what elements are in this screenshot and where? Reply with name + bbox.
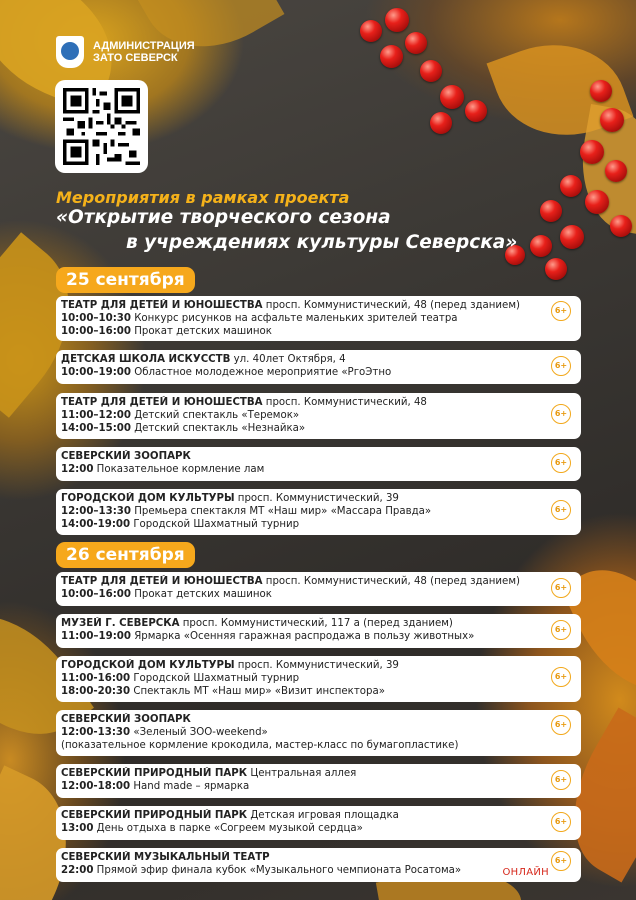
venue-address: ул. 40лет Октября, 4 <box>230 354 346 365</box>
event-location <box>61 767 541 780</box>
event-time: 18:00-20:30 <box>61 686 131 697</box>
event-card <box>56 656 581 702</box>
event-card <box>56 393 581 439</box>
event-description: Прямой эфир финала кубок «Музыкального чемпионата Росатома» <box>93 865 462 876</box>
city-emblem-icon <box>56 36 84 68</box>
event-item <box>61 685 541 698</box>
event-description: Детский спектакль «Теремок» <box>130 410 300 421</box>
event-card <box>56 848 581 882</box>
event-item <box>61 672 541 685</box>
venue-address: просп. Коммунистический, 48 (перед зданием) <box>262 576 520 587</box>
event-item <box>61 463 541 476</box>
event-time: 11:00-16:00 <box>61 673 131 684</box>
venue-name: СЕВЕРСКИЙ ЗООПАРК <box>61 714 191 725</box>
venue-name: ГОРОДСКОЙ ДОМ КУЛЬТУРЫ <box>61 660 235 671</box>
event-time: 22:00 <box>61 865 94 876</box>
event-card <box>56 710 581 756</box>
event-item <box>61 325 541 338</box>
event-location <box>61 851 541 864</box>
event-item <box>61 864 541 877</box>
event-time: 13:00 <box>61 823 94 834</box>
organization-name <box>93 40 195 64</box>
rowan-berry-decoration <box>360 20 382 42</box>
event-item <box>61 588 541 601</box>
event-description: Прокат детских машинок <box>130 326 272 337</box>
event-location <box>61 353 541 366</box>
event-description: Премьера спектакля МТ «Наш мир» «Массара Правда» <box>130 506 432 517</box>
event-description: Показательное кормление лам <box>93 464 265 475</box>
age-rating-badge: 6+ <box>551 404 571 424</box>
event-time: 11:00–19:00 <box>61 631 131 642</box>
event-time: 14:00–15:00 <box>61 423 131 434</box>
event-card <box>56 489 581 535</box>
event-location <box>61 713 541 726</box>
event-item <box>61 780 541 793</box>
event-card <box>56 572 581 606</box>
event-time: 12:00-13:30 <box>61 727 131 738</box>
event-time: 12:00 <box>61 464 94 475</box>
venue-name: СЕВЕРСКИЙ ПРИРОДНЫЙ ПАРК <box>61 768 248 779</box>
event-time: 10:00–16:00 <box>61 326 131 337</box>
title-subheading: Мероприятия в рамках проекта <box>56 188 350 207</box>
rowan-berry-decoration <box>610 215 632 237</box>
venue-address: Центральная аллея <box>247 768 357 779</box>
age-rating-badge: 6+ <box>551 667 571 687</box>
event-time: 14:00-19:00 <box>61 519 131 530</box>
event-item <box>61 422 541 435</box>
event-location <box>61 809 541 822</box>
venue-name: СЕВЕРСКИЙ ЗООПАРК <box>61 451 191 462</box>
administration-logo <box>56 36 195 68</box>
event-time: 10:00–19:00 <box>61 367 131 378</box>
age-rating-badge: 6+ <box>551 500 571 520</box>
day-heading: 26 сентября <box>56 542 195 568</box>
event-description: «Зеленый ЗОО-weekend» <box>130 727 268 738</box>
rowan-berry-decoration <box>430 112 452 134</box>
event-location <box>61 659 541 672</box>
event-time: 10:00–16:00 <box>61 589 131 600</box>
age-rating-badge: 6+ <box>551 770 571 790</box>
event-location <box>61 299 541 312</box>
organization-name-line1: АДМИНИСТРАЦИЯ <box>93 40 195 52</box>
event-description: Ярмарка «Осенняя гаражная распродажа в пользу животных» <box>130 631 475 642</box>
event-description: Городской Шахматный турнир <box>130 673 300 684</box>
event-item <box>61 409 541 422</box>
event-description: Hand made – ярмарка <box>130 781 250 792</box>
event-card <box>56 614 581 648</box>
age-rating-badge: 6+ <box>551 453 571 473</box>
venue-name: СЕВЕРСКИЙ МУЗЫКАЛЬНЫЙ ТЕАТР <box>61 852 270 863</box>
online-label: ОНЛАЙН <box>502 867 549 878</box>
event-description: Прокат детских машинок <box>130 589 272 600</box>
venue-name: СЕВЕРСКИЙ ПРИРОДНЫЙ ПАРК <box>61 810 248 821</box>
event-item <box>61 366 541 379</box>
event-time: 10:00–10:30 <box>61 313 131 324</box>
rowan-berry-decoration <box>465 100 487 122</box>
day-heading: 25 сентября <box>56 267 195 293</box>
rowan-berry-decoration <box>580 140 604 164</box>
organization-name-line2: ЗАТО СЕВЕРСК <box>93 52 178 64</box>
rowan-berry-decoration <box>560 225 584 249</box>
rowan-berry-decoration <box>560 175 582 197</box>
rowan-berry-decoration <box>600 108 624 132</box>
event-location <box>61 396 541 409</box>
age-rating-badge: 6+ <box>551 578 571 598</box>
venue-address: просп. Коммунистический, 39 <box>234 660 399 671</box>
venue-name: ТЕАТР ДЛЯ ДЕТЕЙ И ЮНОШЕСТВА <box>61 397 263 408</box>
event-description: Спектакль МТ «Наш мир» «Визит инспектора» <box>130 686 385 697</box>
event-card <box>56 296 581 341</box>
event-description: Детский спектакль «Незнайка» <box>130 423 306 434</box>
venue-address: просп. Коммунистический, 117 а (перед зданием) <box>179 618 453 629</box>
event-description: Конкурс рисунков на асфальте маленьких зрителей театра <box>130 313 458 324</box>
event-card <box>56 806 581 840</box>
title-project-name-line2: в учреждениях культуры Северска» <box>126 232 518 253</box>
event-item <box>61 739 541 752</box>
event-item <box>61 822 541 835</box>
age-rating-badge: 6+ <box>551 812 571 832</box>
venue-name: МУЗЕЙ Г. СЕВЕРСКА <box>61 618 180 629</box>
rowan-berry-decoration <box>380 45 403 68</box>
venue-address: просп. Коммунистический, 48 (перед зданием) <box>262 300 520 311</box>
event-item <box>61 505 541 518</box>
rowan-berry-decoration <box>405 32 427 54</box>
venue-address: Детская игровая площадка <box>247 810 399 821</box>
event-time: 12:00–13:30 <box>61 506 131 517</box>
event-location <box>61 617 541 630</box>
venue-name: ТЕАТР ДЛЯ ДЕТЕЙ И ЮНОШЕСТВА <box>61 576 263 587</box>
age-rating-badge: 6+ <box>551 356 571 376</box>
event-description: День отдыха в парке «Согреем музыкой сердца» <box>93 823 363 834</box>
age-rating-badge: 6+ <box>551 715 571 735</box>
rowan-berry-decoration <box>530 235 552 257</box>
qr-code-icon[interactable] <box>55 80 148 173</box>
rowan-berry-decoration <box>540 200 562 222</box>
event-card <box>56 764 581 798</box>
event-item <box>61 630 541 643</box>
venue-name: ДЕТСКАЯ ШКОЛА ИСКУССТВ <box>61 354 231 365</box>
event-description: Городской Шахматный турнир <box>130 519 300 530</box>
event-location <box>61 492 541 505</box>
rowan-berry-decoration <box>385 8 409 32</box>
event-card <box>56 447 581 481</box>
event-location <box>61 450 541 463</box>
event-card <box>56 350 581 384</box>
age-rating-badge: 6+ <box>551 301 571 321</box>
event-item <box>61 726 541 739</box>
event-time: 11:00–12:00 <box>61 410 131 421</box>
title-project-name-line1: «Открытие творческого сезона <box>56 207 391 228</box>
rowan-berry-decoration <box>440 85 464 109</box>
event-location <box>61 575 541 588</box>
event-time: 12:00-18:00 <box>61 781 131 792</box>
age-rating-badge: 6+ <box>551 620 571 640</box>
rowan-berry-decoration <box>605 160 627 182</box>
event-item <box>61 312 541 325</box>
venue-address: просп. Коммунистический, 48 <box>262 397 427 408</box>
venue-name: ГОРОДСКОЙ ДОМ КУЛЬТУРЫ <box>61 493 235 504</box>
rowan-berry-decoration <box>585 190 609 214</box>
rowan-berry-decoration <box>420 60 442 82</box>
age-rating-badge: 6+ <box>551 851 571 871</box>
event-description: Областное молодежное мероприятие «PгоЭтно <box>130 367 392 378</box>
rowan-berry-decoration <box>545 258 567 280</box>
rowan-berry-decoration <box>590 80 612 102</box>
event-item <box>61 518 541 531</box>
event-description: (показательное кормление крокодила, мастер-класс по бумагопластике) <box>61 740 459 751</box>
venue-address: просп. Коммунистический, 39 <box>234 493 399 504</box>
venue-name: ТЕАТР ДЛЯ ДЕТЕЙ И ЮНОШЕСТВА <box>61 300 263 311</box>
